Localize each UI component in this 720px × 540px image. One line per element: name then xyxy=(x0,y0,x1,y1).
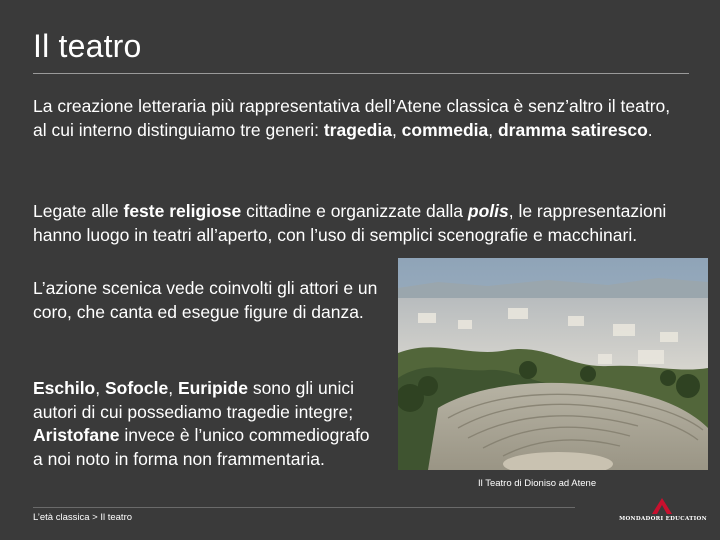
paragraph-azione-scenica xyxy=(33,277,403,324)
title-divider xyxy=(33,73,689,74)
genre-commedia: commedia xyxy=(401,119,489,140)
genre-tragedia: tragedia xyxy=(323,119,392,140)
mondadori-logo xyxy=(618,498,708,528)
text-run: invece è l’unico commediografo a noi noto in forma non frammentaria. xyxy=(33,425,370,469)
paragraph-feste xyxy=(33,200,683,247)
author-aristofane: Aristofane xyxy=(33,425,120,445)
text-run: , xyxy=(391,119,402,140)
author-euripide: Euripide xyxy=(177,378,248,398)
text-run: L’azione scenica vede coinvolti gli attori e un coro, che canta ed esegue figure di danza. xyxy=(33,278,378,322)
mondadori-logo-icon xyxy=(652,498,672,514)
paragraph-autori xyxy=(33,377,383,471)
term-feste-religiose: feste religiose xyxy=(123,201,242,221)
footer-breadcrumb: L’età classica > Il teatro xyxy=(33,512,133,523)
text-run: , xyxy=(168,378,178,398)
slide-title: Il teatro xyxy=(33,28,142,64)
text-run: cittadine e organizzate dalla xyxy=(241,201,468,221)
text-run: sono gli unici autori di cui possediamo tragedie integre; xyxy=(33,378,354,422)
text-run: , le rappresentazioni hanno luogo in teatri all’aperto, con l’uso di semplici scenografie e macchinari. xyxy=(33,201,667,245)
text-run: . xyxy=(647,119,653,140)
text-run: La creazione letteraria più rappresentativa dell’Atene classica è senz’altro il teatro, al cui interno distinguiamo tre generi: xyxy=(33,96,671,140)
term-polis: polis xyxy=(467,201,509,221)
genre-dramma-satiresco: dramma satiresco xyxy=(497,119,648,140)
author-eschilo: Eschilo xyxy=(33,378,96,398)
theatre-photo xyxy=(398,258,708,470)
paragraph-intro xyxy=(33,95,683,142)
text-run: , xyxy=(488,119,498,140)
author-sofocle: Sofocle xyxy=(104,378,169,398)
photo-caption: Il Teatro di Dioniso ad Atene xyxy=(478,478,597,489)
text-run: , xyxy=(95,378,105,398)
logo-wordmark: MONDADORI EDUCATION xyxy=(619,516,707,522)
footer-divider xyxy=(33,507,575,508)
text-run: Legate alle xyxy=(33,201,124,221)
